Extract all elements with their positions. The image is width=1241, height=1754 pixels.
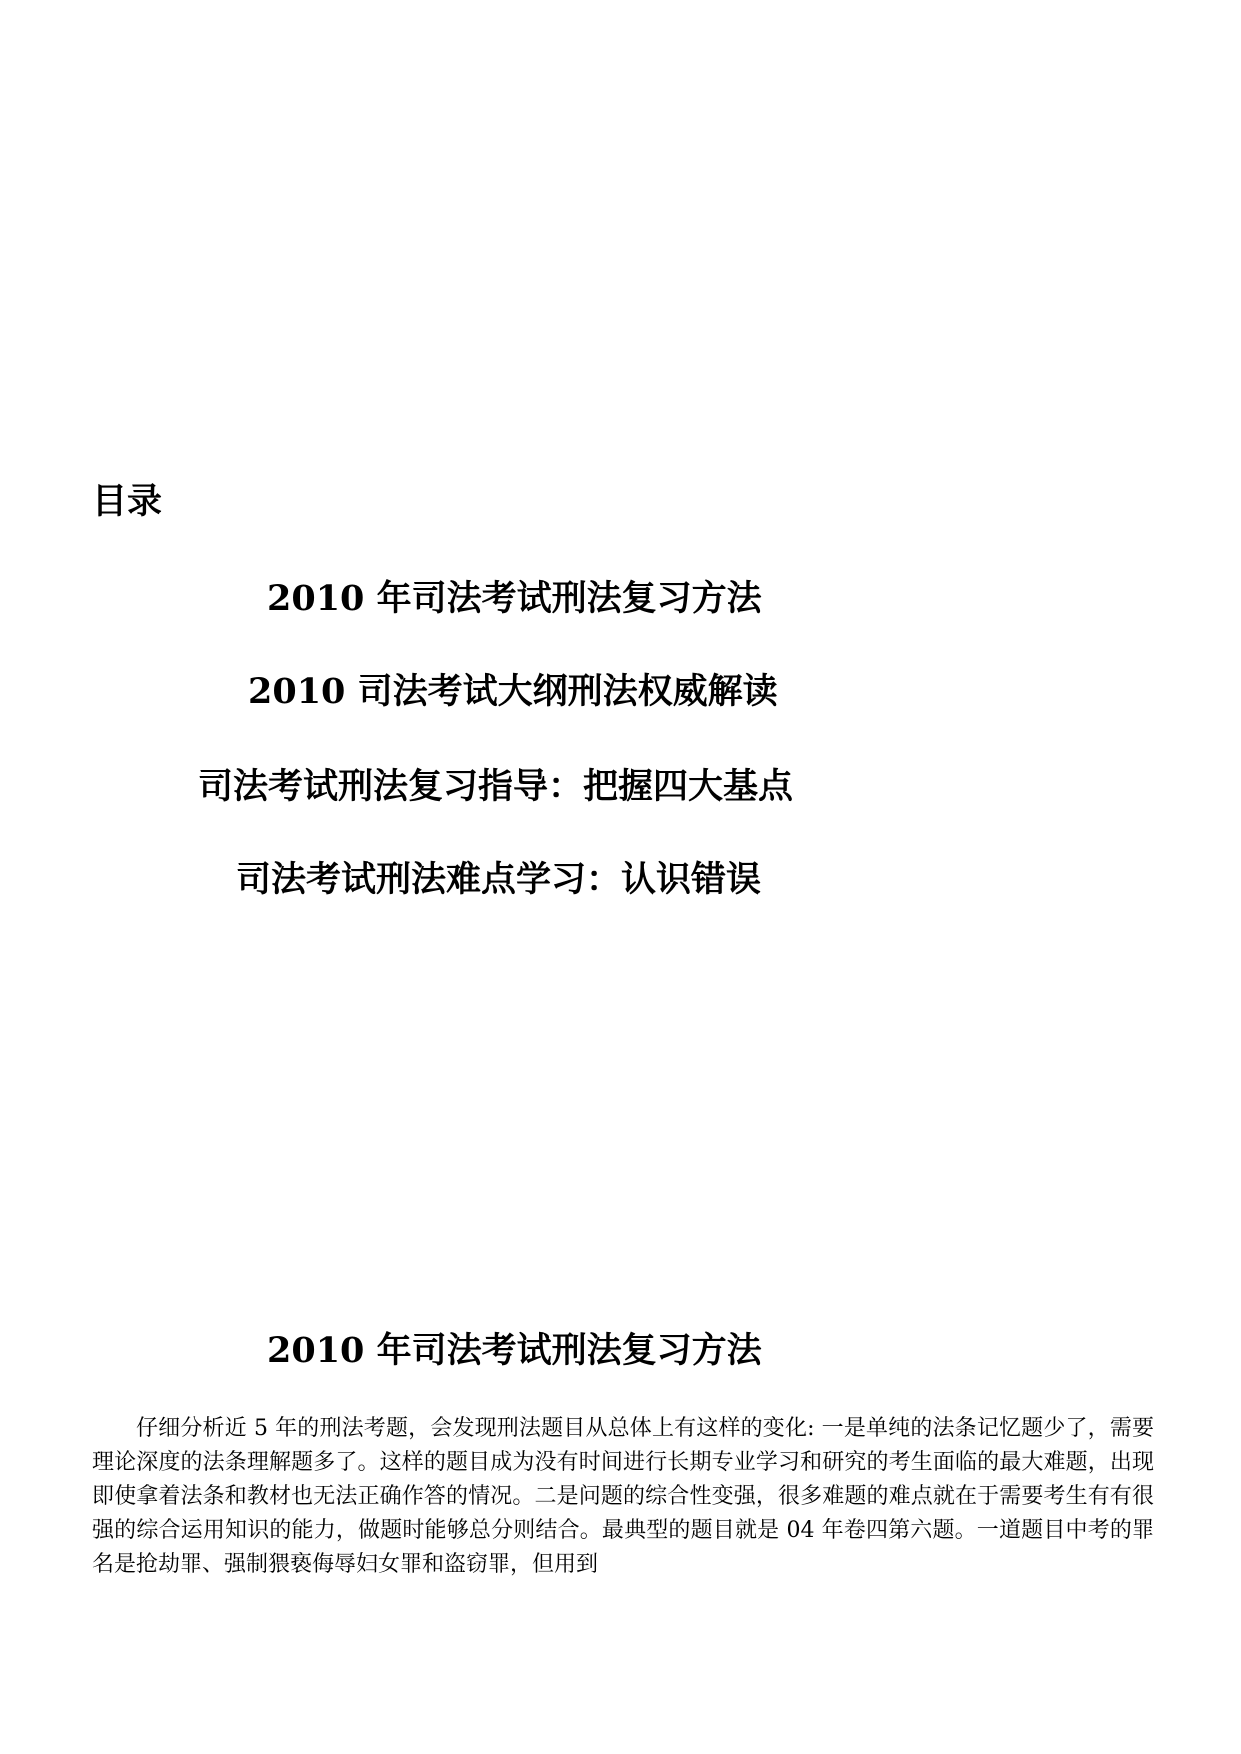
section-title: 2010 年司法考试刑法复习方法: [267, 1330, 762, 1371]
toc-heading: 目录: [92, 481, 163, 522]
toc-item-review-guidance: 司法考试刑法复习指导：把握四大基点: [198, 766, 794, 807]
body-paragraph: 仔细分析近 5 年的刑法考题，会发现刑法题目从总体上有这样的变化: 一是单纯的法条记忆题少了，需要理论深度的法条理解题多了。这样的题目成为没有时间进行长期专业学习和研究的考生面临的最大难题，出现即使拿着法条和教材也无法正确作答的情况。二是问题的综合性变强，很多难题的难点就在于需要考生有有很强的综合运用知识的能力，做题时能够总分则结合。最典型的题目就是 04 年卷四第六题。一道题目中考的罪名是抢劫罪、强制猥亵侮辱妇女罪和盗窃罪，但用到: [92, 1416, 1154, 1577]
toc-item-review-method: 2010 年司法考试刑法复习方法: [267, 578, 762, 619]
toc-item-syllabus-interpretation: 2010 司法考试大纲刑法权威解读: [248, 671, 778, 712]
toc-item-difficult-points: 司法考试刑法难点学习：认识错误: [236, 859, 762, 900]
